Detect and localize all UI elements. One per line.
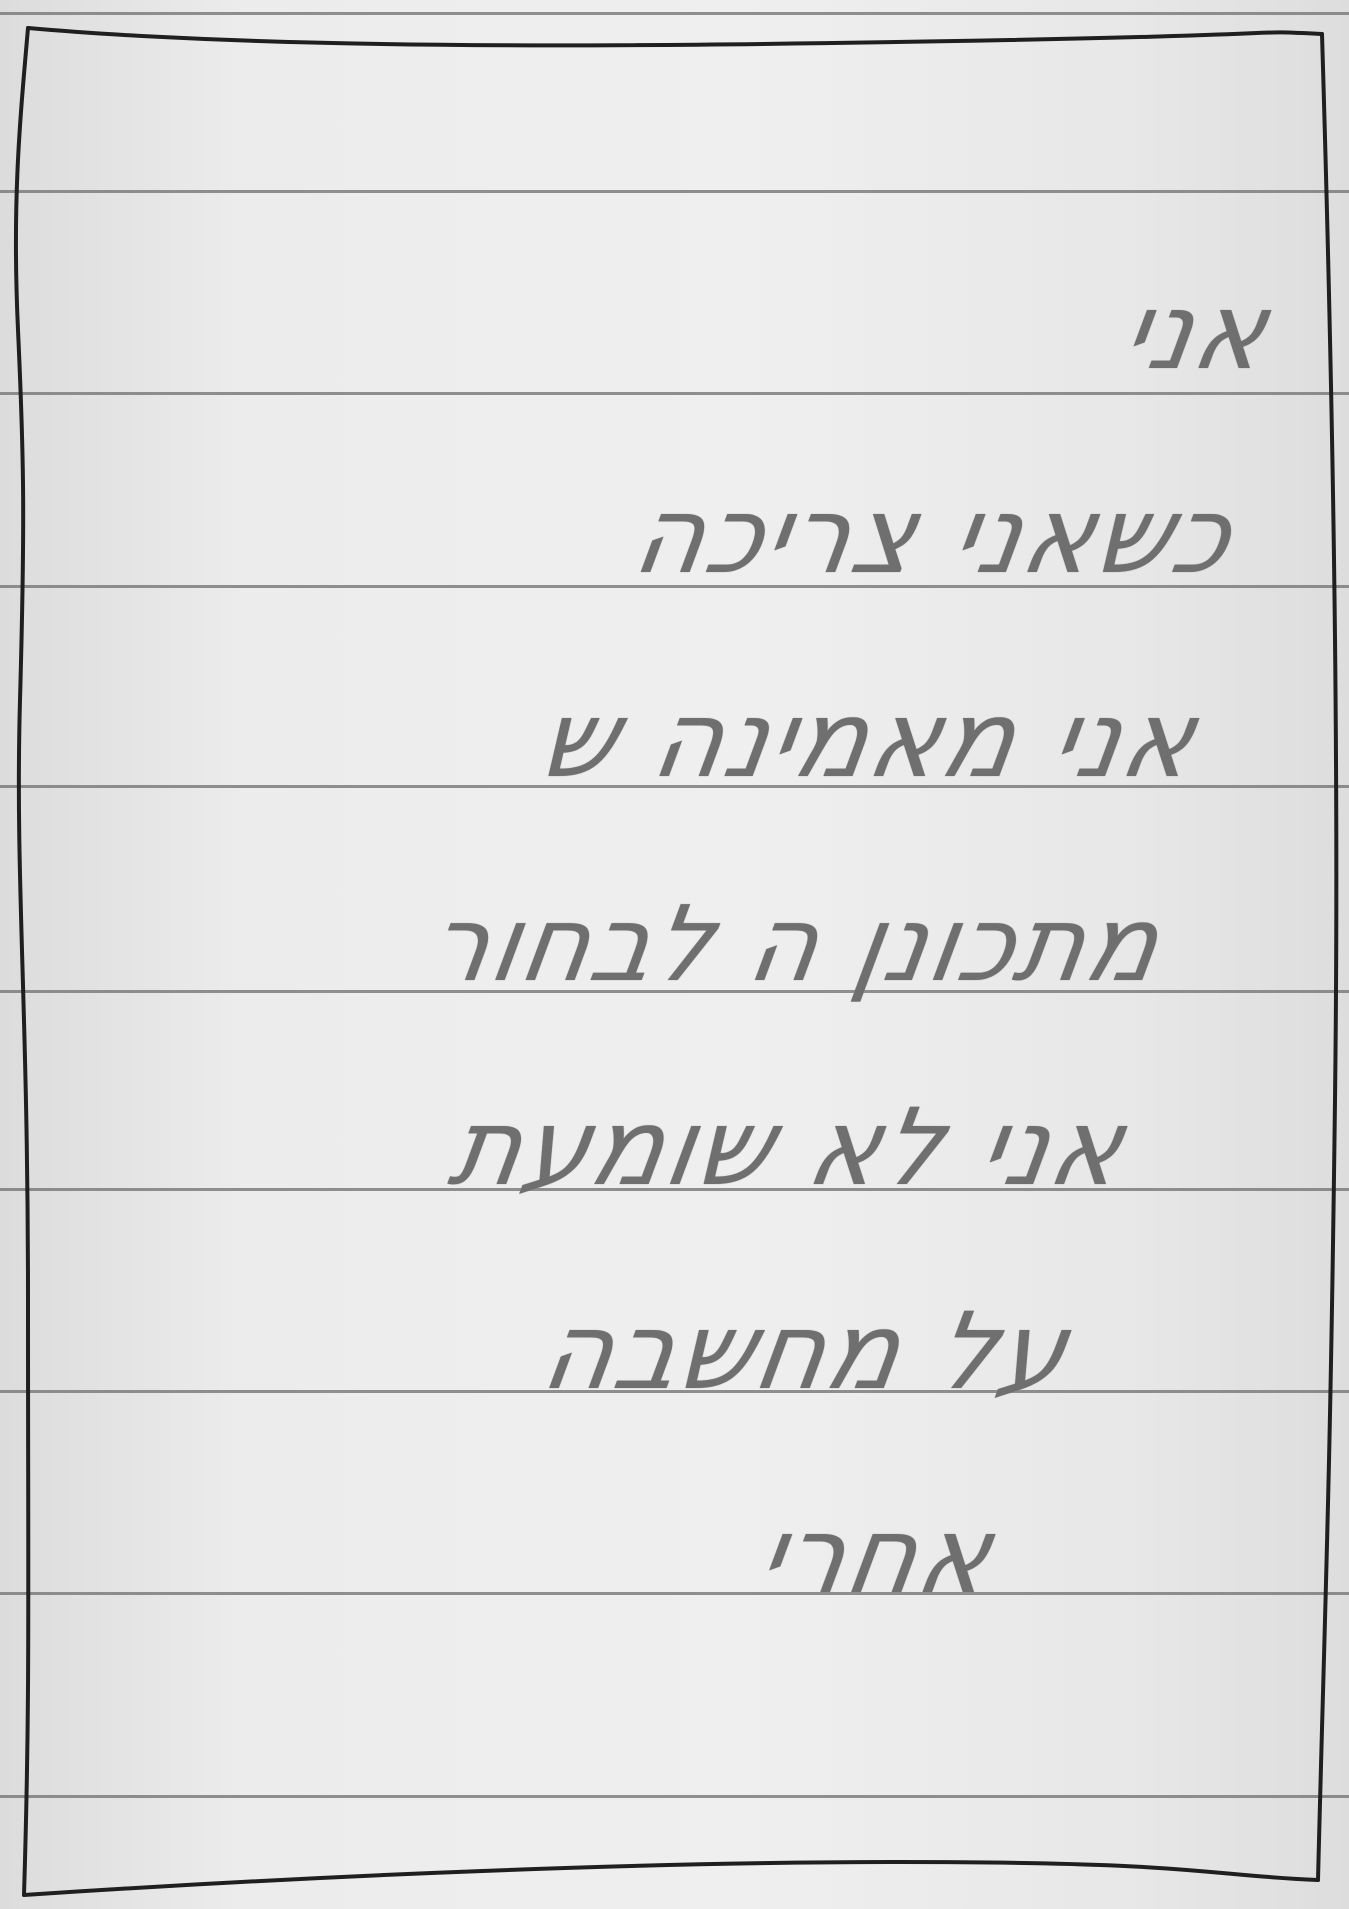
note-line: כשאני צריכה bbox=[625, 474, 1243, 597]
note-line: אני bbox=[1114, 270, 1279, 393]
note-line: מתכונן ה לבחור bbox=[420, 883, 1171, 1005]
note-line: על מחשבה bbox=[534, 1290, 1079, 1413]
border-bottom bbox=[24, 1862, 1318, 1895]
note-line: אני מאמינה ש bbox=[531, 678, 1207, 801]
note-line: אני לא שומעת bbox=[441, 1086, 1135, 1209]
border-right bbox=[1318, 34, 1336, 1880]
border-top bbox=[28, 28, 1322, 45]
note-line: אחרי bbox=[749, 1494, 1004, 1617]
